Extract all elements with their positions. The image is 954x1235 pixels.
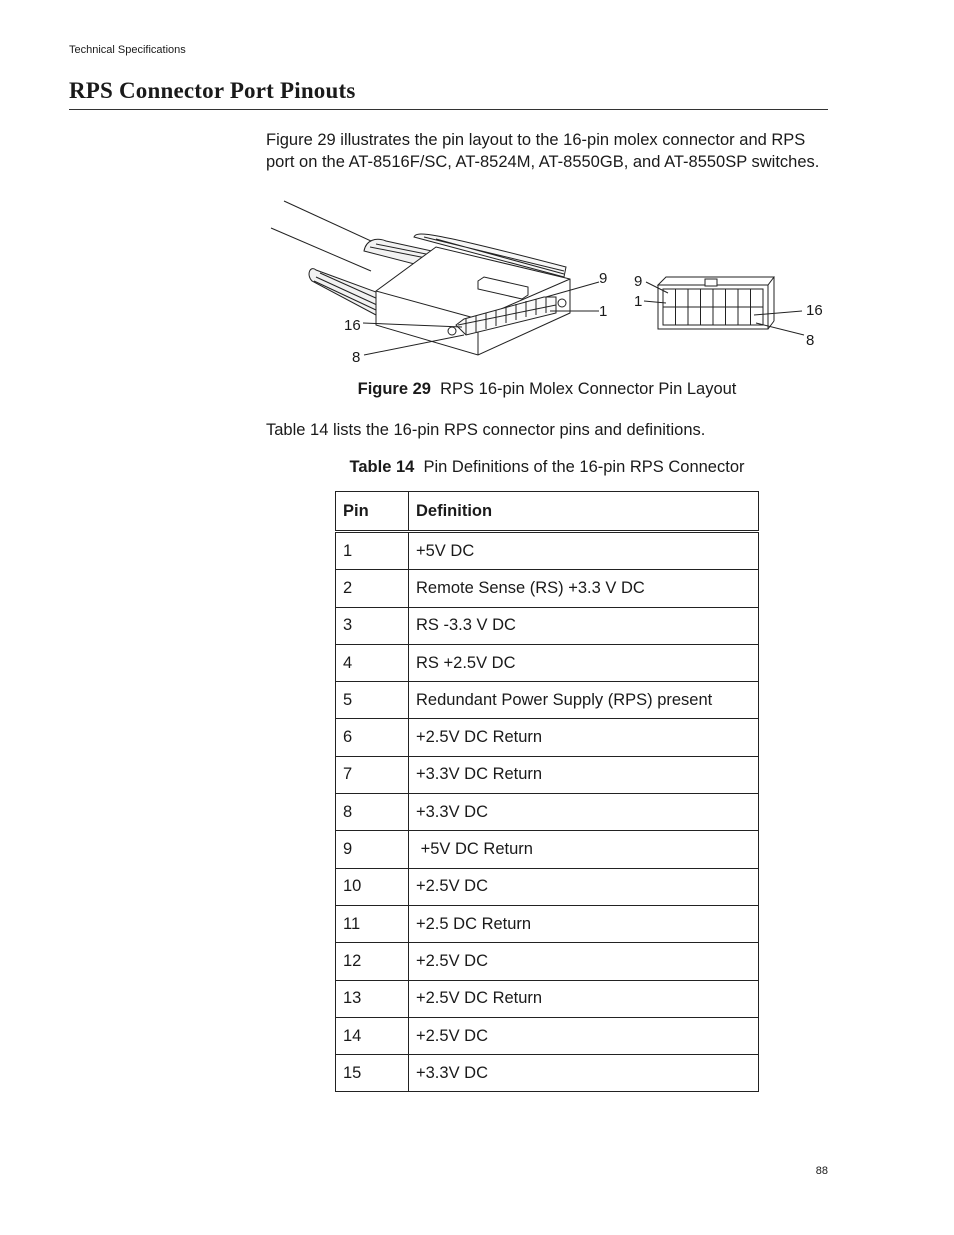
pin-definitions-table xyxy=(335,491,759,1092)
port-label-16: 16 xyxy=(806,302,823,319)
table-header-row xyxy=(336,492,759,532)
plug-label-9: 9 xyxy=(599,270,608,287)
definition-cell: +2.5 DC Return xyxy=(409,905,759,942)
table-row xyxy=(336,532,759,570)
table-caption-text: Pin Definitions of the 16-pin RPS Connector xyxy=(423,458,745,476)
molex-plug-illustration xyxy=(271,201,570,355)
table-row xyxy=(336,644,759,681)
title-rule xyxy=(69,109,828,110)
pin-cell: 3 xyxy=(336,607,409,644)
running-header: Technical Specifications xyxy=(69,44,186,56)
plug-label-16: 16 xyxy=(344,317,361,334)
table-row xyxy=(336,1055,759,1092)
figure-caption-label: Figure 29 xyxy=(357,380,431,398)
table-row xyxy=(336,980,759,1017)
page-number: 88 xyxy=(815,1165,828,1177)
table-intro: Table 14 lists the 16-pin RPS connector pins and definitions. xyxy=(266,421,706,439)
table-row xyxy=(336,868,759,905)
table-row xyxy=(336,682,759,719)
connector-figure xyxy=(266,195,836,370)
definition-cell: +3.3V DC xyxy=(409,1055,759,1092)
rps-port-illustration xyxy=(658,277,774,329)
table-row xyxy=(336,794,759,831)
table-row xyxy=(336,607,759,644)
definition-cell: +3.3V DC Return xyxy=(409,756,759,793)
table-row xyxy=(336,1017,759,1054)
definition-cell: RS -3.3 V DC xyxy=(409,607,759,644)
table-row xyxy=(336,756,759,793)
port-label-1: 1 xyxy=(634,293,643,310)
pin-cell: 15 xyxy=(336,1055,409,1092)
table-row xyxy=(336,831,759,868)
pin-cell: 5 xyxy=(336,682,409,719)
pin-cell: 1 xyxy=(336,532,409,570)
intro-paragraph: Figure 29 illustrates the pin layout to the 16-pin molex connector and RPS port on the AT-8516F/SC, AT-8524M, AT-8550GB, and AT-8550SP switches. xyxy=(266,131,820,171)
column-header-definition: Definition xyxy=(409,492,759,532)
pin-cell: 8 xyxy=(336,794,409,831)
table-row xyxy=(336,570,759,607)
table-caption-label: Table 14 xyxy=(349,458,415,476)
definition-cell: RS +2.5V DC xyxy=(409,644,759,681)
pin-cell: 6 xyxy=(336,719,409,756)
pin-cell: 9 xyxy=(336,831,409,868)
pin-cell: 13 xyxy=(336,980,409,1017)
pin-cell: 10 xyxy=(336,868,409,905)
table-row xyxy=(336,905,759,942)
definition-cell: +2.5V DC Return xyxy=(409,719,759,756)
pin-cell: 4 xyxy=(336,644,409,681)
pin-cell: 2 xyxy=(336,570,409,607)
definition-cell: +3.3V DC xyxy=(409,794,759,831)
figure-caption-text: RPS 16-pin Molex Connector Pin Layout xyxy=(440,380,737,398)
table-caption xyxy=(335,458,759,477)
definition-cell: +2.5V DC xyxy=(409,868,759,905)
column-header-pin: Pin xyxy=(336,492,409,532)
plug-label-8: 8 xyxy=(352,349,361,366)
pin-cell: 12 xyxy=(336,943,409,980)
definition-cell: +2.5V DC xyxy=(409,943,759,980)
table-row xyxy=(336,943,759,980)
plug-label-1: 1 xyxy=(599,303,608,320)
definition-cell: +5V DC xyxy=(409,532,759,570)
definition-cell: Redundant Power Supply (RPS) present xyxy=(409,682,759,719)
figure-caption xyxy=(266,380,828,399)
pin-cell: 7 xyxy=(336,756,409,793)
definition-cell: +2.5V DC Return xyxy=(409,980,759,1017)
port-label-9: 9 xyxy=(634,273,643,290)
definition-cell: +2.5V DC xyxy=(409,1017,759,1054)
port-label-8: 8 xyxy=(806,332,815,349)
definition-cell: Remote Sense (RS) +3.3 V DC xyxy=(409,570,759,607)
definition-cell: +5V DC Return xyxy=(409,831,759,868)
table-row xyxy=(336,719,759,756)
pin-cell: 11 xyxy=(336,905,409,942)
pin-cell: 14 xyxy=(336,1017,409,1054)
page-title: RPS Connector Port Pinouts xyxy=(69,78,356,103)
